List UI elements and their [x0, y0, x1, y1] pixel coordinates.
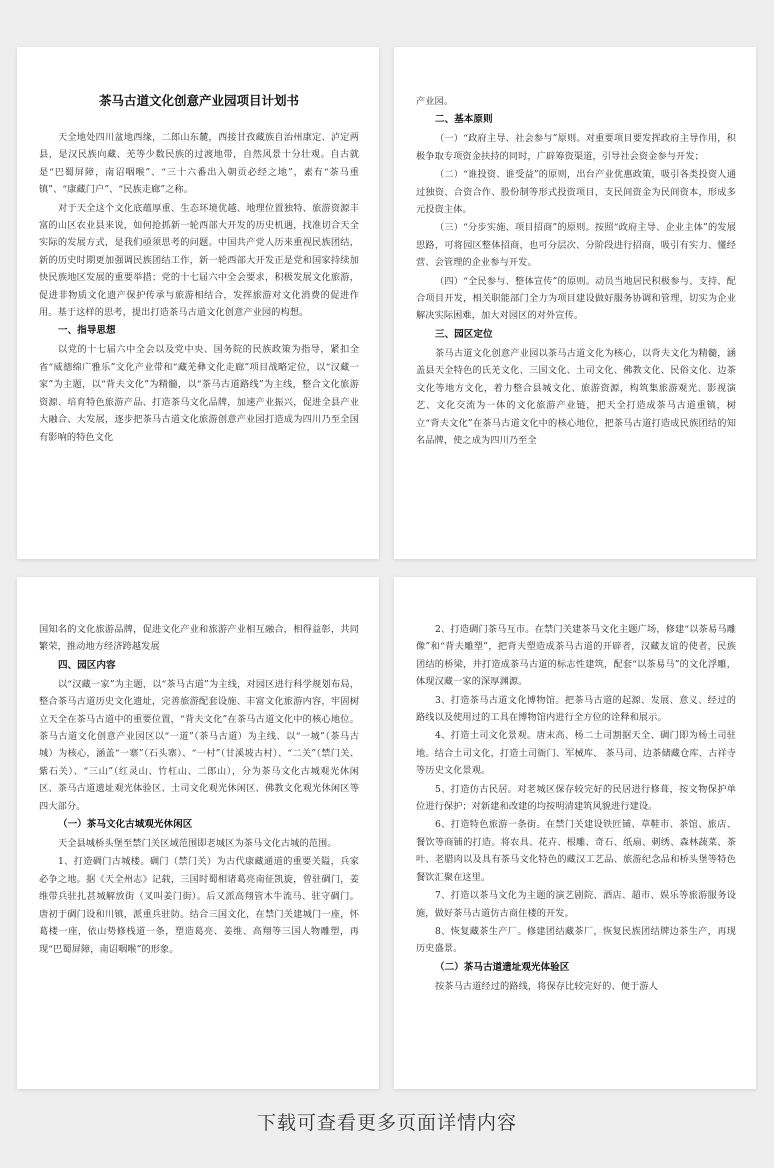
section-heading: 四、园区内容 [58, 659, 116, 671]
paragraph: 6、打造特色旅游一条街。在禁门关建设铁匠铺、草鞋市、茶馆、旅店、餐饮等商铺的打造。将农具、花卉、根雕、奇石、纸扇、刺绣、森林蔬菜、茶叶、老腊肉以及具有茶马文化特色的藏汉工艺品、旅游纪念品和桥头堡等特色餐饮汇聚在这里。 [416, 819, 736, 883]
section-heading: 一、指导思想 [58, 325, 116, 337]
paragraph: （四）“全民参与、整体宣传”的原则。动员当地居民积极参与、支持、配合项目开发，相关职能部门全力为项目建设做好服务协调和管理，切实为企业解决实际困难，加大对园区的对外宣传。 [416, 275, 736, 322]
document-page-4 [394, 577, 756, 1089]
subsection-heading: （一）茶马文化古城观光休闲区 [58, 819, 193, 831]
paragraph: 5、打造仿古民居。对老城区保存较完好的民居进行修葺，按文物保护单位进行保护；对新建和改建的均按明清建筑风貌进行建设。 [416, 783, 736, 813]
paragraph: （三）“分步实施、项目招商”的原则。按照“政府主导、企业主体”的发展思路，可将园区整体招商，也可分层次、分阶段进行招商，吸引有实力、懂经营、会管理的企业参与开发。 [416, 222, 736, 269]
paragraph: 产业园。 [416, 96, 454, 107]
document-page-1 [17, 47, 379, 559]
download-more-link[interactable]: 下载可查看更多页面详情内容 [256, 1112, 517, 1134]
section-heading: 三、园区定位 [435, 328, 493, 340]
paragraph: 国知名的文化旅游品牌，促进文化产业和旅游产业相互融合，相得益彰，共同繁荣，推动地方经济跨越发展 [39, 624, 359, 653]
paragraph: 天全地处四川盆地西缘，二郎山东麓，西接甘孜藏族自治州康定、泸定两县，是汉民族向藏、羌等少数民族的过渡地带，自然风景十分壮观。自古就是“巴蜀屏障，南诏咽喉”、“三十六番出入朝贡必经之地”，素有“茶马重镇”、“康藏门户”、“民族走廊”之称。 [39, 132, 359, 196]
document-page-3 [17, 577, 379, 1089]
paragraph: 按茶马古道经过的路线，将保存比较完好的、便于游人 [435, 980, 658, 992]
paragraph: 茶马古道文化创意产业园以茶马古道文化为核心，以背夫文化为精髓，涵盖县天全特色的氏羌文化、三国文化、土司文化、佛教文化、民俗文化、边茶文化等地方文化，着力整合县城文化、旅游资源，构筑集旅游观光、影视演艺、文化交流为一体的文化旅游产业链，把天全打造成茶马古道重镇，树立“背夫文化”在茶马古道文化中的核心地位，把茶马古道打造成民族团结的知名品牌，使之成为四川乃至全 [416, 347, 736, 446]
section-heading: 二、基本原则 [435, 114, 493, 126]
paragraph: 2、打造碉门茶马互市。在禁门关建茶马文化主题广场，修建“以茶易马雕像”和“背夫雕塑”，把背夫塑造成茶马古道的开辟者，汉藏友谊的使者，民族团结的桥梁，并打造成茶马古道的标志性建筑，配套“以茶易马”的文化浮雕，体现汉藏一家的深厚渊源。 [416, 624, 736, 688]
paragraph: 天全县城桥头堡至禁门关区域范围即老城区为茶马文化古城的范围。 [58, 838, 337, 850]
paragraph: 4、打造土司文化景观。唐末高、杨二土司割据天全、碉门即为杨土司驻地。结合土司文化，打造土司衙门、军械库、 茶马司、边茶储藏仓库、古祥寺等历史文化景观。 [416, 730, 736, 777]
document-page-2 [394, 47, 756, 559]
paragraph: 7、打造以茶马文化为主题的演艺剧院、酒店、超市、娱乐等旅游服务设施，做好茶马古道仿古商住楼的开发。 [416, 890, 736, 919]
paragraph: 以党的十七届六中全会以及党中央、国务院的民族政策为指导，紧扣全省“威德绵广雅乐”文化产业带和“藏羌彝文化走廊”项目战略定位，以“汉藏一家”为主题，以“背夫文化”为精髓，以“茶马古道路线”为主线，整合文化旅游资源、培育特色旅游产品、打造茶马文化品牌，加速产业振兴，促进全县产业大融合、大发展，逐步把茶马古道文化旅游创意产业园打造成为四川乃至全国有影响的特色文化 [39, 344, 359, 443]
paragraph: （二）“谁投资、谁受益”的原则，出台产业优惠政策，吸引各类投资人通过独资、合资合作、股份制等形式投资项目，支民间资金为民间资本，形成多元投资主体。 [416, 169, 736, 216]
subsection-heading: （二）茶马古道遗址观光体验区 [435, 961, 570, 973]
paragraph: （一）“政府主导、社会参与”原则。对重要项目要发挥政府主导作用，积极争取专项资金扶持的同时，广辟筹资渠道，引导社会资金参与开发； [416, 133, 736, 162]
paragraph: 3、打造茶马古道文化博物馆。把茶马古道的起源、发展、意义、经过的路线以及使用过的工具在博物馆内进行全方位的诠释和展示。 [416, 694, 736, 724]
paragraph: 8、恢复藏茶生产厂。修建团结藏茶厂，恢复民族团结牌边茶生产，再现历史盛景。 [416, 925, 736, 955]
document-title: 茶马古道文化创意产业园项目计划书 [98, 93, 299, 108]
paragraph: 以“汉藏一家”为主题，以“茶马古道”为主线，对园区进行科学规划布局，整合茶马古道历史文化遗址，完善旅游配套设施、丰富文化旅游内容，牢固树立天全在茶马古道中的重要位置，“背夫文化”在茶马古道文化中的核心地位。茶马古道文化创意产业园区以“一道”（茶马古道）为主线、以“一城”（茶马古城）为核心，涵盖“一寨”（石头寨）、“一村”（甘溪坡古村）、“二关”（禁门关、紫石关）、“三山”（红灵山、竹杠山、二郎山），分为茶马文化古城观光休闲区、茶马古道遗址观光体验区、土司文化观光休闲区、佛教文化观光休闲区等四大部分。 [39, 678, 359, 812]
paragraph: 1、打造碉门古城楼。碉门（禁门关）为古代康藏通道的重要关隘，兵家必争之地。据《天全州志》记载，三国时蜀相诸葛亮南征凯旋，曾驻碉门，姜维带兵驻扎甚城解放街（叉叫姜门街）。后又派高翔管木牛流马、驻守碉门。唐初于碉门设和川镇，派重兵驻防。结合三国文化，在禁门关建城门一座，怀葛楼一座，依山势修栈道一条，塑造葛亮、姜维、高翔等三国人物雕塑，再现“巴蜀屏障，南诏咽喉”的形象。 [39, 856, 359, 955]
paragraph: 对于天全这个文化底蕴厚重、生态环境优越、地理位置独特、旅游资源丰富的山区农业县来说，如何抢抓新一轮西部大开发的历史机遇，找准切合天全实际的发展方式，是我们亟须思考的问题。中国共产党人历来重视民族团结，新的历史时期更加强调民族团结工作，新一轮西部大开发正是党和国家持续加快民族地区发展的重要举措；党的十七届六中全会要求，积极发展文化旅游，促进非物质文化遗产保护传承与旅游相结合，发挥旅游对文化消费的促进作用。基于这样的思考，提出打造茶马古道文化创意产业园的构想。 [39, 202, 359, 319]
